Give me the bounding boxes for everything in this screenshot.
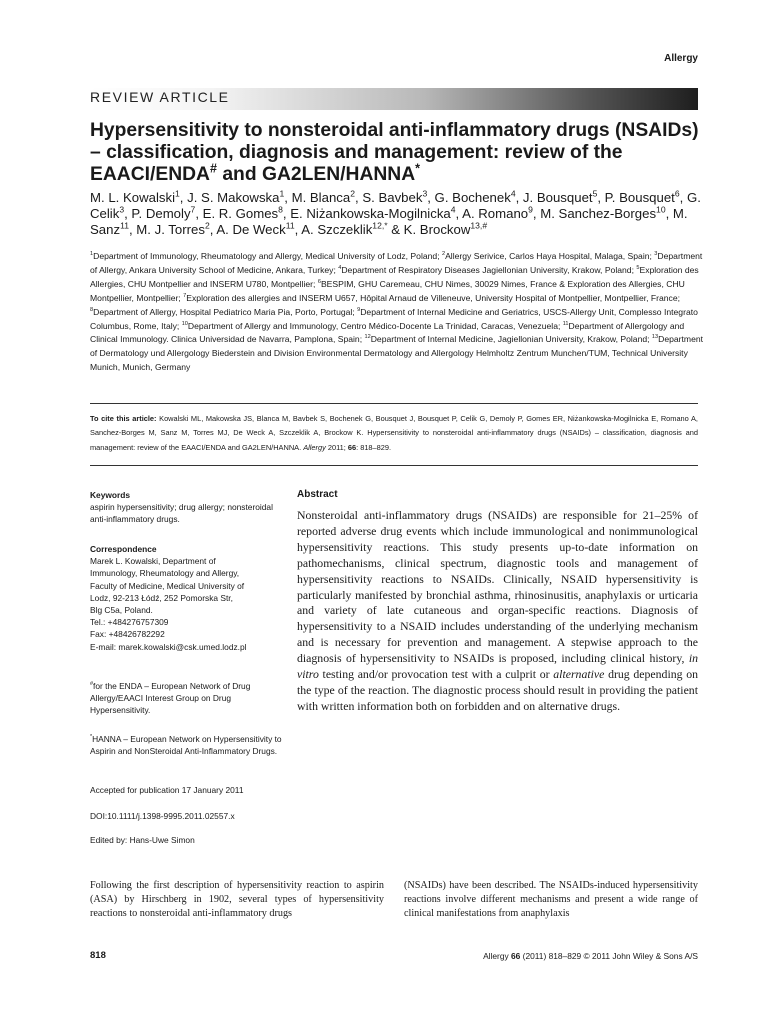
footer-citation: Allergy 66 (2011) 818–829 © 2011 John Wiley & Sons A/S bbox=[483, 951, 698, 961]
correspondence-line: Faculty of Medicine, Medical University of bbox=[90, 580, 245, 591]
section-label: REVIEW ARTICLE bbox=[90, 89, 230, 105]
affiliations: $^1$Department of Immunology, Rheumatology and Allergy, Medical University of Lodz, Poland; $^2$Allergy Serivice, Carlos Haya Hospital, Malaga, Spain; $^3$Department of Allergy, Ankara University School of Medicine, Ankara, Turkey; $^4$Department of Respiratory Diseases Jagiellonian University, Krakow, Poland; $^5$Exploration des Allergies, CHU Montpellier and INSERM U780, Montpellier; $^6$BESPIM, GHU Caremeau, CHU Nimes, 30029 Nimes, France & Exploration des Allergies, CHU Montpellier, Montpellier; $^7$Exploration des allergies and INSERM U657, Hôpital Arnaud de Villeneuve, University Hospital of Montpellier, Montpellier, France; $^8$Department of Allergy, Hospital Pediatrico Maria Pia, Porto, Portugal; $^9$Department of Internal Medicine and Geriatrics, USCS-Allergy Unit, Complesso Integrato Columbus, Rome, Italy; $^{10}$Department of Allergy and Immunology, Centro Médico-Docente La Trinidad, Caracas, Venezuela; $^{11}$Department of Allergology and Clinical Immunology. Clinica Universidad de Navarra, Pamplona, Spain; $^{12}$Department of Internal Medicine, Jagiellonian University, Krakow, Poland; $^{13}$Department of Dermatology und Allergology Biederstein and Division Environmental Dermatology and Allergology Helmholtz Zentrum Munchen/TUM, Technical University Munich, Munich, Germany bbox=[90, 251, 704, 373]
abstract-text: Nonsteroidal anti-inflammatory drugs (NSAIDs) are responsible for 21–25% of reported adverse drug events which include immunological and nonimmunological hypersensitivity reactions. This study presents up-to-date information on pathomechanisms, clinical spectrum, diagnostic tools and management of hypersensitivity reactions to NSAIDs. Clinically, NSAID hypersensitivity is particularly manifested by bronchial asthma, rhinosinusitis, anaphylaxis or urticaria and variety of late cutaneous and organ-specific reactions. Diagnosis of hypersensitivity to a NSAID includes understanding of the underlying mechanism and is necessary for prevention and management. A stepwise approach to the diagnosis of hypersensitivity to NSAIDs is proposed, including clinical history, in vitro testing and/or provocation test with a culprit or alternative drug depending on the type of the reaction. The diagnostic process should result in providing the patient with written information both on forbidden and on alternative drugs. bbox=[297, 508, 699, 713]
keywords-heading: Keywords bbox=[90, 490, 131, 500]
correspondence-line: Fax: +48426782292 bbox=[90, 629, 165, 640]
page-number: 818 bbox=[90, 950, 106, 961]
keywords-text: aspirin hypersensitivity; drug allergy; nonsteroidal anti-inflammatory drugs. bbox=[90, 502, 273, 525]
correspondence-heading: Correspondence bbox=[90, 544, 157, 554]
accepted-date: Accepted for publication 17 January 2011 bbox=[90, 785, 244, 795]
hanna-note: *HANNA – European Network on Hypersensitivity to Aspirin and NonSteroidal Anti-Inflammatory Drugs. bbox=[90, 734, 282, 757]
article-title: Hypersensitivity to nonsteroidal anti-inflammatory drugs (NSAIDs) – classification, diagnosis and management: review of the EAACI/ENDA# and GA2LEN/HANNA* bbox=[90, 120, 699, 185]
top-rule bbox=[90, 403, 698, 404]
correspondence-block bbox=[90, 543, 290, 653]
keywords-block bbox=[90, 489, 290, 526]
enda-note: #for the ENDA – European Network of Drug Allergy/EAACI Interest Group on Drug Hypersensitivity. bbox=[90, 681, 251, 716]
citation: To cite this article: Kowalski ML, Makowska JS, Blanca M, Bavbek S, Bochenek G, Bousquet J, Bousquet P, Celik G, Demoly P, Gomes ER, Niżankowska-Mogilnicka E, Romano A, Sanchez-Borges M, Sanz M, Torres MJ, De Weck A, Szczeklik A, Brockow K. Hypersensitivity to nonsteroidal anti-inflammatory drugs (NSAIDs) – classification, diagnosis and management: review of the EAACI/ENDA and GA2LEN/HANNA. Allergy 2011; 66: 818–829. bbox=[90, 414, 698, 452]
section-banner bbox=[90, 88, 698, 110]
correspondence-line: Marek L. Kowalski, Department of bbox=[90, 556, 216, 567]
body-column-right: (NSAIDs) have been described. The NSAIDs-induced hypersensitivity reactions involve different mechanisms and present a wide range of clinical manifestations from anaphylaxis bbox=[404, 880, 698, 920]
body-column-left: Following the first description of hypersensitivity reaction to aspirin (ASA) by Hirschberg in 1902, several types of hypersensitivity reactions to nonsteroidal anti-inflammatory drugs bbox=[90, 880, 384, 920]
correspondence-line: Tel.: +484276757309 bbox=[90, 617, 169, 628]
correspondence-line: Lodz, 92-213 Łódź, 252 Pomorska Str, bbox=[90, 592, 233, 603]
correspondence-line: Blg C5a, Poland. bbox=[90, 605, 153, 616]
correspondence-email: E-mail: marek.kowalski@csk.umed.lodz.pl bbox=[90, 641, 247, 652]
correspondence-line: Immunology, Rheumatology and Allergy, bbox=[90, 568, 240, 579]
author-list: M. L. Kowalski$^1$, J. S. Makowska$^1$, M. Blanca$^2$, S. Bavbek$^3$, G. Bochenek$^4$, J. Bousquet$^5$, P. Bousquet$^6$, G. Celik$^3$, P. Demoly$^7$, E. R. Gomes$^8$, E. Niżankowska-Mogilnicka$^4$, A. Romano$^9$, M. Sanchez-Borges$^{10}$, M. Sanz$^{11}$, M. J. Torres$^2$, A. De Weck$^{11}$, A. Szczeklik$^{12,*}$ & K. Brockow$^{13,\#}$ bbox=[90, 188, 701, 237]
journal-name: Allergy bbox=[664, 53, 698, 64]
bottom-rule bbox=[90, 465, 698, 466]
editor: Edited by: Hans-Uwe Simon bbox=[90, 835, 195, 845]
doi: DOI:10.1111/j.1398-9995.2011.02557.x bbox=[90, 811, 235, 821]
abstract-heading: Abstract bbox=[297, 489, 338, 500]
